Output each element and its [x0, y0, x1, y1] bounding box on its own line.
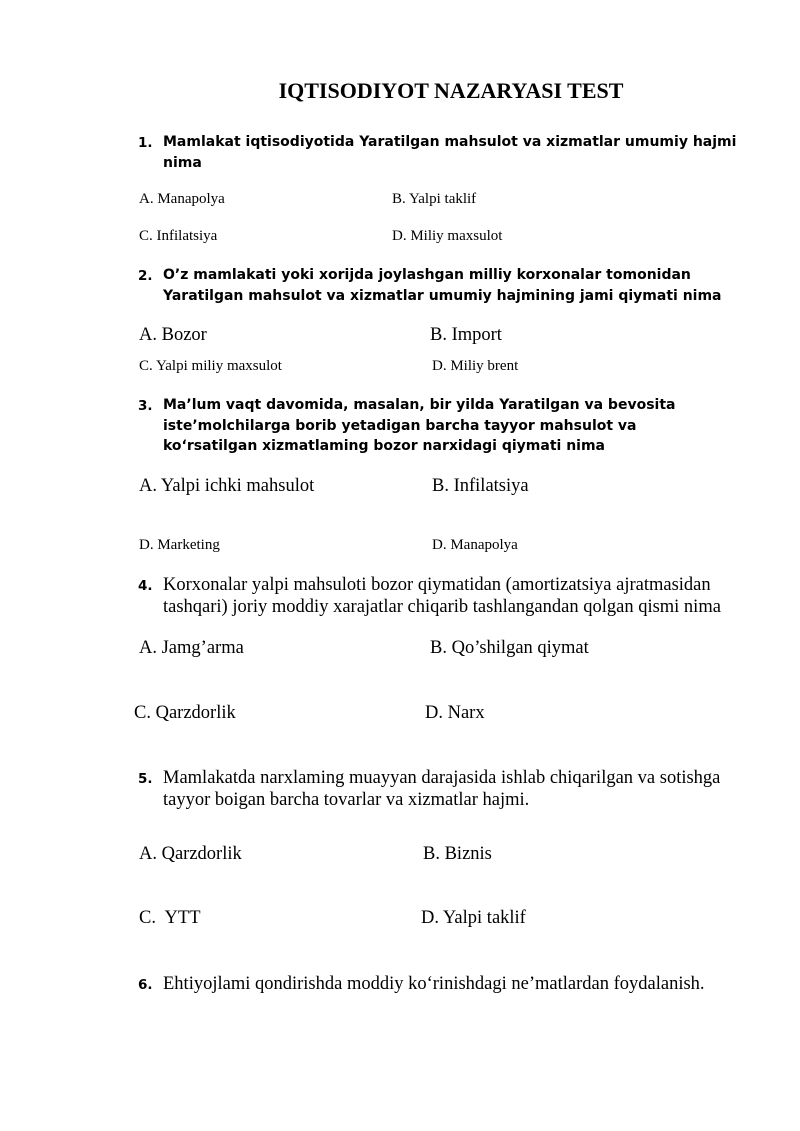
question-text: Mamlakat iqtisodiyotida Yaratilgan mahsulot va xizmatlar umumiy hajmi nima [163, 134, 737, 171]
option-d: D. Narx [425, 703, 485, 723]
option-b: B. Import [430, 325, 502, 345]
option-b: B. Yalpi taklif [392, 191, 477, 207]
option-c: C. Infilatsiya [139, 228, 218, 244]
option-d: D. Miliy brent [432, 358, 519, 374]
question-number: 5. [138, 771, 153, 787]
option-d: D. Yalpi taklif [421, 908, 526, 928]
option-d: D. Manapolya [432, 537, 518, 553]
option-a: A. Jamg’arma [139, 638, 244, 658]
question-number: 6. [138, 977, 153, 993]
question-number: 3. [138, 398, 153, 414]
question-text: O’z mamlakati yoki xorijda joylashgan milliy korxonalar tomonidan Yaratilgan mahsulot va xizmatlar umumiy hajmining jami qiymati nima [163, 267, 722, 304]
option-a: A. Bozor [139, 325, 207, 345]
question-number: 2. [138, 268, 153, 284]
question-text: Ehtiyojlami qondirishda moddiy ko‘rinishdagi ne’matlardan foydalanish. [163, 974, 705, 994]
option-a: A. Qarzdorlik [139, 844, 242, 864]
option-d: D. Miliy maxsulot [392, 228, 503, 244]
option-b: B. Qo’shilgan qiymat [430, 638, 589, 658]
question-number: 1. [138, 135, 153, 151]
option-a: A. Yalpi ichki mahsulot [139, 476, 315, 496]
option-d: D. Marketing [139, 537, 220, 553]
option-b: B. Infilatsiya [432, 476, 529, 496]
page-title: IQTISODIYOT NAZARYASI TEST [278, 78, 624, 103]
option-c: C. Yalpi miliy maxsulot [139, 358, 282, 374]
question-number: 4. [138, 578, 153, 594]
question-text: Ma’lum vaqt davomida, masalan, bir yilda Yaratilgan va bevosita iste’molchilarga borib yetadigan barcha tayyor mahsulot va ko‘rsatilgan xizmatlaming bozor narxidagi qiymati nima [163, 397, 676, 454]
option-b: B. Biznis [423, 844, 492, 864]
question-text: Korxonalar yalpi mahsuloti bozor qiymatidan (amortizatsiya ajratmasidan tashqari) joriy moddiy xarajatlar chiqarib tashlangandan qolgan qismi nima [163, 575, 721, 617]
question-text: Mamlakatda narxlaming muayyan darajasida ishlab chiqarilgan va sotishga tayyor boigan barcha tovarlar va xizmatlar hajmi. [163, 768, 721, 810]
option-a: A. Manapolya [139, 191, 225, 207]
option-c: C. YTT [139, 908, 201, 928]
option-c: C. Qarzdorlik [134, 703, 236, 723]
